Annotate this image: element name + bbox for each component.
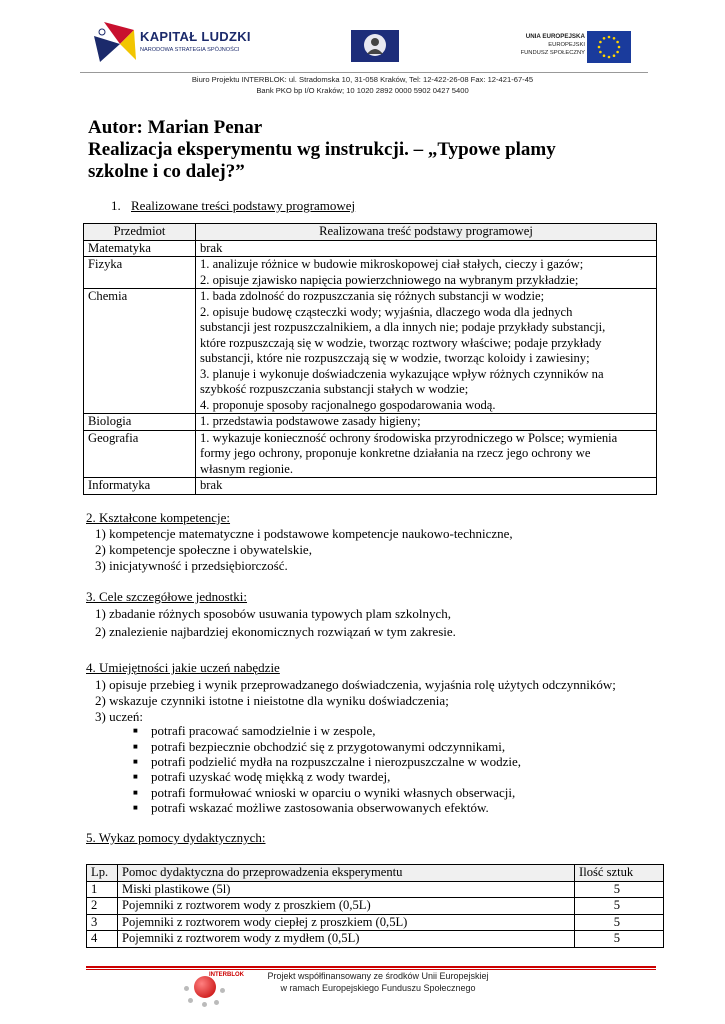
lp-cell: 1 <box>87 881 118 898</box>
title-line-3: szkolne i co dalej?” <box>88 161 245 182</box>
address-line-1: Biuro Projektu INTERBLOK: ul. Stradomska 10, 31-058 Kraków, Tel: 12-422-26-08 Fax: 12-421-67-45 <box>191 75 534 84</box>
content-line: 2. opisuje budowę cząsteczki wody; wyjaśnia, dlaczego woda dla jednych <box>200 304 573 319</box>
table-row <box>87 931 664 948</box>
goal-item: 1) zbadanie różnych sposobów usuwania typowych plam szkolnych, <box>95 606 451 621</box>
bullet-square-icon: ■ <box>133 757 138 766</box>
bullet-square-icon: ■ <box>133 772 138 781</box>
bullet-item: potrafi formułować wnioski w oparciu o wyniki własnych obserwacji, <box>151 785 516 800</box>
content-line: szybkość rozpuszczania substancji stałych w wodzie; <box>200 382 469 396</box>
header-divider <box>80 72 648 73</box>
content-line: które rozpuszczają się w wodzie, tworząc roztwory właściwe; podaje przykłady <box>200 335 602 350</box>
content-cell <box>196 478 657 495</box>
table-row <box>87 881 664 898</box>
teaching-aids-table <box>86 864 664 948</box>
lp-cell: 4 <box>87 931 118 948</box>
content-line: brak <box>200 478 223 492</box>
table-row <box>84 414 657 431</box>
bullet-square-icon: ■ <box>133 726 138 735</box>
curriculum-table <box>83 223 657 495</box>
qty-cell: 5 <box>575 914 664 931</box>
goal-item: 2) znalezienie najbardziej ekonomicznych rozwiązań w tym zakresie. <box>95 624 456 639</box>
col-item-header: Pomoc dydaktyczna do przeprowadzenia eksperymentu <box>118 865 575 882</box>
col-content-header: Realizowana treść podstawy programowej <box>196 224 657 241</box>
kapital-ludzki-mark-icon <box>94 22 136 66</box>
kapital-ludzki-logo <box>94 22 251 68</box>
decor-dot-icon <box>184 986 189 991</box>
kapital-ludzki-title: KAPITAŁ LUDZKI <box>140 29 251 44</box>
table-row <box>84 240 657 257</box>
content-line: 2. opisuje zjawisko napięcia powierzchniowego na wybranym przykładzie; <box>200 272 579 287</box>
table-row <box>84 257 657 289</box>
item-cell: Miski plastikowe (5l) <box>118 881 575 898</box>
section4-heading: 4. Umiejętności jakie uczeń nabędzie <box>86 660 280 675</box>
content-line: 1. bada zdolność do rozpuszczania się różnych substancji w wodzie; <box>200 289 545 303</box>
content-line: substancji jest rozpuszczalnikiem, a dla innych nie; podaje przykłady substancji, <box>200 320 606 334</box>
table-row <box>84 478 657 495</box>
decor-dot-icon <box>202 1002 207 1007</box>
bullet-item: potrafi podzielić mydła na rozpuszczalne i nierozpuszczalne w wodzie, <box>151 754 521 769</box>
section2-heading: 2. Kształcone kompetencje: <box>86 510 231 525</box>
kapital-ludzki-subtitle: NARODOWA STRATEGIA SPÓJNOŚCI <box>140 47 240 53</box>
col-subject-header: Przedmiot <box>84 224 196 241</box>
footer-line-2: w ramach Europejskiego Funduszu Społecznego <box>280 983 476 993</box>
footer-divider <box>86 966 656 968</box>
bullet-square-icon: ■ <box>133 788 138 797</box>
table-row <box>87 914 664 931</box>
item-cell: Pojemniki z roztworem wody ciepłej z proszkiem (0,5L) <box>118 914 575 931</box>
eu-flag-icon <box>587 31 631 63</box>
content-line: 1. analizuje różnice w budowie mikroskopowej ciał stałych, cieczy i gazów; <box>200 257 584 271</box>
competence-item: 1) kompetencje matematyczne i podstawowe kompetencje naukowo-techniczne, <box>95 526 513 541</box>
subject-cell: Geografia <box>84 430 196 478</box>
subject-cell: Informatyka <box>84 478 196 495</box>
item-cell: Pojemniki z roztworem wody z proszkiem (0,5L) <box>118 898 575 915</box>
section1-number: 1. <box>111 198 121 213</box>
item-cell: Pojemniki z roztworem wody z mydłem (0,5L) <box>118 931 575 948</box>
decor-dot-icon <box>220 988 225 993</box>
subject-cell: Fizyka <box>84 257 196 289</box>
skill-item: 2) wskazuje czynniki istotne i nieistotne dla wyniku doświadczenia; <box>95 693 449 708</box>
qty-cell: 5 <box>575 898 664 915</box>
content-line: 4. proponuje sposoby racjonalnego gospodarowania wodą. <box>200 397 496 412</box>
table-row <box>87 898 664 915</box>
content-cell <box>196 289 657 414</box>
interblok-label: INTERBLOK <box>209 972 244 978</box>
content-line: formy jego ochrony, proponuje konkretne działania na rzecz jego ochrony we <box>200 446 591 460</box>
bullet-square-icon: ■ <box>133 803 138 812</box>
col-qty-header: Ilość sztuk <box>575 865 664 882</box>
section1-heading: Realizowane treści podstawy programowej <box>131 198 356 213</box>
center-emblem <box>351 30 399 62</box>
content-line: substancji, które nie rozpuszczają się w wodzie, tworząc koloidy i zawiesiny; <box>200 351 590 365</box>
table-row <box>84 430 657 478</box>
portrait-emblem-icon <box>351 30 399 62</box>
content-line: 3. planuje i wykonuje doświadczenia wykazujące wpływ różnych czynników na <box>200 366 604 381</box>
bullet-item: potrafi bezpiecznie obchodzić się z przygotowanymi odczynnikami, <box>151 739 506 754</box>
table-header-row <box>87 865 664 882</box>
interblok-ball-icon <box>194 976 216 998</box>
title-line-2: Realizacja eksperymentu wg instrukcji. – „Typowe plamy <box>88 139 556 160</box>
subject-cell: Chemia <box>84 289 196 414</box>
interblok-logo <box>176 972 258 1008</box>
content-line: 1. wykazuje konieczność ochrony środowiska przyrodniczego w Polsce; wymienia <box>200 430 618 445</box>
bullet-item: potrafi wskazać możliwe zastosowania obserwowanych efektów. <box>151 800 489 815</box>
competence-item: 3) inicjatywność i przedsiębiorczość. <box>95 558 288 573</box>
content-cell <box>196 240 657 257</box>
decor-dot-icon <box>214 1000 219 1005</box>
title-author: Autor: Marian Penar <box>88 117 263 138</box>
subject-cell: Biologia <box>84 414 196 431</box>
lp-cell: 3 <box>87 914 118 931</box>
decor-dot-icon <box>188 998 193 1003</box>
content-cell <box>196 257 657 289</box>
skill-item: 1) opisuje przebieg i wynik przeprowadzanego doświadczenia, wyjaśnia rolę użytych odczynników; <box>95 677 616 692</box>
section3-heading: 3. Cele szczegółowe jednostki: <box>86 589 248 604</box>
subject-cell: Matematyka <box>84 240 196 257</box>
bullet-item: potrafi uzyskać wodę miękką z wody twardej, <box>151 769 391 784</box>
qty-cell: 5 <box>575 931 664 948</box>
qty-cell: 5 <box>575 881 664 898</box>
skill-item: 3) uczeń: <box>95 709 144 724</box>
content-cell <box>196 430 657 478</box>
eu-line2: EUROPEJSKI <box>548 42 585 48</box>
eu-line1: UNIA EUROPEJSKA <box>525 33 585 40</box>
content-line: brak <box>200 240 223 255</box>
content-line: własnym regionie. <box>200 461 294 476</box>
eu-logo <box>507 31 631 67</box>
bullet-square-icon: ■ <box>133 742 138 751</box>
content-cell <box>196 414 657 431</box>
content-line: 1. przedstawia podstawowe zasady higieny; <box>200 414 421 428</box>
competence-item: 2) kompetencje społeczne i obywatelskie, <box>95 542 312 557</box>
lp-cell: 2 <box>87 898 118 915</box>
footer-line-1: Projekt współfinansowany ze środków Unii Europejskiej <box>267 971 489 981</box>
table-header-row <box>84 224 657 241</box>
col-lp-header: Lp. <box>87 865 118 882</box>
table-row <box>84 289 657 414</box>
section5-heading: 5. Wykaz pomocy dydaktycznych: <box>86 830 266 845</box>
eu-line3: FUNDUSZ SPOŁECZNY <box>520 50 585 56</box>
bullet-item: potrafi pracować samodzielnie i w zespole, <box>151 723 376 738</box>
address-line-2: Bank PKO bp I/O Kraków; 10 1020 2892 0000 5902 0427 5400 <box>256 86 469 95</box>
